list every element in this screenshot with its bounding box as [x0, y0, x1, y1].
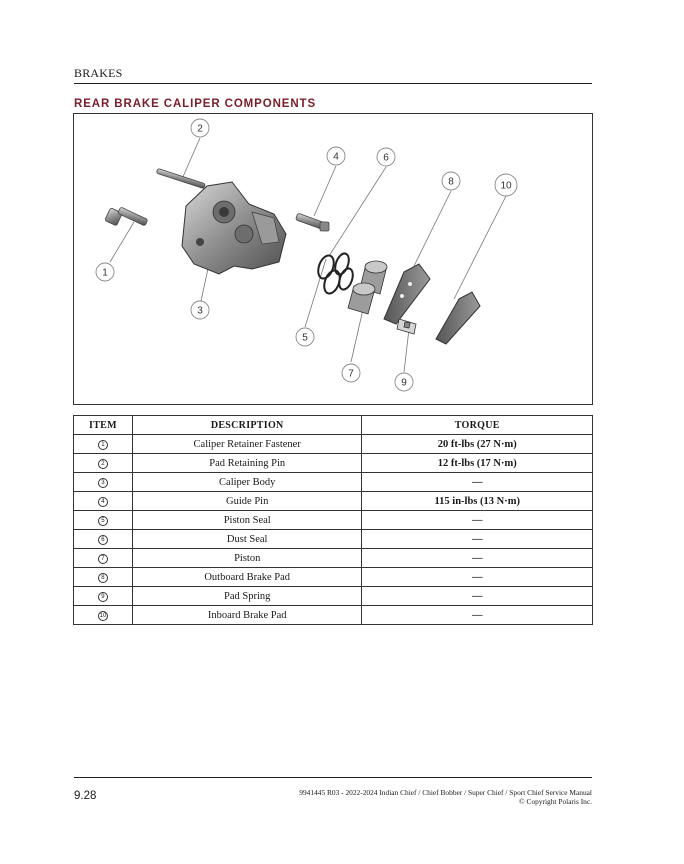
- torque-cell: —: [362, 549, 593, 568]
- item-number: 10: [99, 613, 107, 619]
- item-number: 7: [98, 554, 108, 564]
- torque-cell: —: [362, 473, 593, 492]
- torque-cell: 115 in-lbs (13 N·m): [362, 492, 593, 511]
- table-row: [74, 492, 593, 511]
- callout-2: [191, 119, 209, 137]
- item-number: 8: [98, 573, 108, 583]
- torque-cell: —: [362, 606, 593, 625]
- table-row: [74, 549, 593, 568]
- copyright-notice: © Copyright Polaris Inc.: [519, 797, 592, 806]
- callout-9-label: 9: [401, 377, 407, 389]
- callout-6-label: 6: [383, 152, 389, 164]
- callout-8-label: 8: [448, 176, 454, 188]
- callout-6: [377, 148, 395, 166]
- inboard-brake-pad-part: [436, 292, 480, 344]
- callout-1: [96, 263, 114, 281]
- torque-cell: —: [362, 587, 593, 606]
- callout-5: [296, 328, 314, 346]
- torque-cell: —: [362, 511, 593, 530]
- description-cell: Piston: [132, 549, 362, 568]
- column-header-description: DESCRIPTION: [132, 416, 362, 435]
- item-cell: [74, 492, 133, 511]
- callout-7-label: 7: [348, 368, 354, 380]
- table-row: [74, 473, 593, 492]
- description-cell: Pad Spring: [132, 587, 362, 606]
- description-cell: Inboard Brake Pad: [132, 606, 362, 625]
- column-header-item: ITEM: [74, 416, 133, 435]
- description-cell: Outboard Brake Pad: [132, 568, 362, 587]
- description-cell: Caliper Retainer Fastener: [132, 435, 362, 454]
- item-cell: [74, 473, 133, 492]
- callout-3-label: 3: [197, 305, 203, 317]
- caliper-body-part: [182, 182, 286, 274]
- callout-3: [191, 301, 209, 319]
- item-cell: [74, 549, 133, 568]
- item-number: 5: [98, 516, 108, 526]
- description-cell: Pad Retaining Pin: [132, 454, 362, 473]
- callout-9: [395, 373, 413, 391]
- item-number: 2: [98, 459, 108, 469]
- item-cell: [74, 511, 133, 530]
- callout-4: [327, 147, 345, 165]
- callout-8: [442, 172, 460, 190]
- footer-text: [299, 788, 592, 806]
- table-row: [74, 530, 593, 549]
- exploded-view-drawing: [74, 114, 593, 405]
- item-cell: [74, 606, 133, 625]
- table-row: [74, 454, 593, 473]
- page-heading: REAR BRAKE CALIPER COMPONENTS: [74, 98, 317, 110]
- torque-cell: —: [362, 568, 593, 587]
- callout-1-label: 1: [102, 267, 108, 279]
- callout-10-label: 10: [500, 180, 512, 192]
- manual-title: 9941445 R03 - 2022-2024 Indian Chief / Chief Bobber / Super Chief / Sport Chief Service Manual: [299, 788, 592, 797]
- retainer-fastener-part: [105, 207, 148, 226]
- torque-cell: 20 ft-lbs (27 N·m): [362, 435, 593, 454]
- item-cell: [74, 568, 133, 587]
- table-header-row: [74, 416, 593, 435]
- table-row: [74, 606, 593, 625]
- pistons-part: [348, 261, 387, 314]
- item-number: 9: [98, 592, 108, 602]
- callout-10: [495, 174, 517, 196]
- callout-4-label: 4: [333, 151, 339, 163]
- page-number: 9.28: [74, 790, 97, 802]
- description-cell: Dust Seal: [132, 530, 362, 549]
- item-cell: [74, 587, 133, 606]
- description-cell: Guide Pin: [132, 492, 362, 511]
- table-row: [74, 511, 593, 530]
- callout-2-label: 2: [197, 123, 203, 135]
- table-row: [74, 568, 593, 587]
- header-rule: [74, 83, 592, 84]
- item-number: 1: [98, 440, 108, 450]
- torque-cell: 12 ft-lbs (17 N·m): [362, 454, 593, 473]
- exploded-view-figure: [73, 113, 593, 405]
- description-cell: Piston Seal: [132, 511, 362, 530]
- callout-5-label: 5: [302, 332, 308, 344]
- item-cell: [74, 435, 133, 454]
- table-row: [74, 587, 593, 606]
- item-number: 6: [98, 535, 108, 545]
- item-cell: [74, 454, 133, 473]
- callout-group: [96, 119, 517, 391]
- components-table: [73, 415, 593, 625]
- description-cell: Caliper Body: [132, 473, 362, 492]
- footer-rule: [74, 777, 592, 778]
- outboard-brake-pad-part: [384, 264, 430, 324]
- pad-retaining-pin-part: [156, 168, 205, 188]
- item-number: 4: [98, 497, 108, 507]
- callout-7: [342, 364, 360, 382]
- torque-cell: —: [362, 530, 593, 549]
- item-cell: [74, 530, 133, 549]
- column-header-torque: TORQUE: [362, 416, 593, 435]
- pad-spring-part: [397, 319, 416, 334]
- item-number: 3: [98, 478, 108, 488]
- section-label: BRAKES: [74, 66, 123, 80]
- guide-pin-part: [296, 213, 329, 231]
- table-row: [74, 435, 593, 454]
